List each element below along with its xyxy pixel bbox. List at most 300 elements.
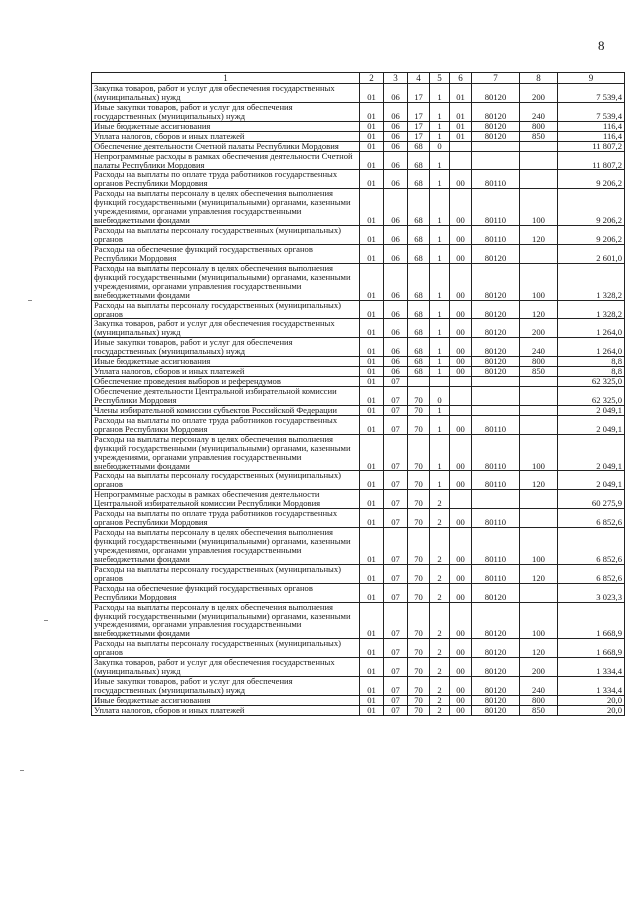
code-section: 01	[360, 263, 384, 300]
table-row	[92, 509, 625, 528]
code-subprogram: 1	[430, 471, 450, 490]
code-direction: 80120	[472, 131, 520, 141]
code-direction: 80110	[472, 434, 520, 471]
code-subsection: 07	[384, 528, 408, 565]
code-subsection: 06	[384, 170, 408, 189]
row-amount: 62 325,0	[558, 387, 625, 406]
row-amount: 7 539,4	[558, 102, 625, 121]
code-program: 70	[408, 695, 430, 705]
code-direction: 80120	[472, 639, 520, 658]
row-amount: 9 206,2	[558, 189, 625, 226]
code-subsection: 07	[384, 677, 408, 696]
code-subprogram: 2	[430, 695, 450, 705]
table-row	[92, 338, 625, 357]
code-subsection: 06	[384, 367, 408, 377]
code-expense-type: 200	[520, 658, 558, 677]
row-description: Расходы на выплаты персоналу в целях обеспечения выполнения функций государственными (муниципальными) органами, казенными учреждениями, органами управления государственными внебюджетными фондами	[92, 528, 360, 565]
code-expense-type: 850	[520, 705, 558, 715]
code-section: 01	[360, 583, 384, 602]
code-program: 17	[408, 121, 430, 131]
code-subsection: 06	[384, 84, 408, 103]
code-direction: 80120	[472, 367, 520, 377]
code-program: 17	[408, 84, 430, 103]
code-program: 70	[408, 405, 430, 415]
code-expense-type: 800	[520, 357, 558, 367]
code-event: 00	[450, 338, 472, 357]
table-row	[92, 405, 625, 415]
code-expense-type	[520, 490, 558, 509]
table-row	[92, 602, 625, 639]
code-event: 00	[450, 695, 472, 705]
code-direction	[472, 490, 520, 509]
code-section: 01	[360, 471, 384, 490]
code-program: 70	[408, 705, 430, 715]
row-description: Расходы на выплаты персоналу в целях обеспечения выполнения функций государственными (муниципальными) органами, казенными учреждениями, органами управления государственными внебюджетными фондами	[92, 189, 360, 226]
code-section: 01	[360, 705, 384, 715]
code-expense-type: 240	[520, 677, 558, 696]
code-section: 01	[360, 677, 384, 696]
row-amount: 1 328,2	[558, 300, 625, 319]
table-row	[92, 300, 625, 319]
code-section: 01	[360, 415, 384, 434]
table-row	[92, 189, 625, 226]
code-subsection: 07	[384, 434, 408, 471]
code-subsection: 06	[384, 121, 408, 131]
code-event: 00	[450, 677, 472, 696]
code-expense-type	[520, 509, 558, 528]
code-direction: 80120	[472, 583, 520, 602]
table-body	[92, 84, 625, 716]
code-subsection: 06	[384, 131, 408, 141]
row-amount: 3 023,3	[558, 583, 625, 602]
code-event: 00	[450, 226, 472, 245]
code-program: 70	[408, 415, 430, 434]
code-direction: 80110	[472, 471, 520, 490]
code-subprogram: 1	[430, 405, 450, 415]
code-subprogram: 1	[430, 131, 450, 141]
code-expense-type: 200	[520, 84, 558, 103]
table-row	[92, 244, 625, 263]
row-amount: 8,8	[558, 357, 625, 367]
row-description: Иные закупки товаров, работ и услуг для обеспечения государственных (муниципальных) нужд	[92, 677, 360, 696]
table-header-row	[92, 73, 625, 84]
code-section: 01	[360, 338, 384, 357]
code-direction: 80110	[472, 170, 520, 189]
row-amount: 62 325,0	[558, 377, 625, 387]
code-program: 68	[408, 141, 430, 151]
code-direction	[472, 141, 520, 151]
code-subsection: 07	[384, 509, 408, 528]
code-expense-type: 120	[520, 226, 558, 245]
code-section: 01	[360, 367, 384, 377]
column-header: 1	[92, 73, 360, 84]
code-subprogram: 0	[430, 387, 450, 406]
table-row	[92, 434, 625, 471]
code-program: 68	[408, 263, 430, 300]
row-description: Непрограммные расходы в рамках обеспечения деятельности Центральной избирательной комиссии Республики Мордовия	[92, 490, 360, 509]
code-event	[450, 377, 472, 387]
code-direction: 80120	[472, 319, 520, 338]
code-subsection: 06	[384, 338, 408, 357]
table-row	[92, 695, 625, 705]
code-expense-type: 100	[520, 189, 558, 226]
table-row	[92, 121, 625, 131]
table-row	[92, 263, 625, 300]
table-row	[92, 677, 625, 696]
row-description: Расходы на выплаты персоналу государственных (муниципальных) органов	[92, 639, 360, 658]
row-description: Уплата налогов, сборов и иных платежей	[92, 705, 360, 715]
row-amount: 20,0	[558, 705, 625, 715]
scan-speck	[20, 770, 24, 771]
code-event: 00	[450, 602, 472, 639]
code-direction: 80110	[472, 189, 520, 226]
code-event: 00	[450, 319, 472, 338]
code-subprogram: 1	[430, 151, 450, 170]
row-amount: 1 264,0	[558, 338, 625, 357]
code-direction: 80120	[472, 84, 520, 103]
code-direction: 80120	[472, 602, 520, 639]
table-row	[92, 705, 625, 715]
code-subprogram: 1	[430, 189, 450, 226]
code-direction: 80110	[472, 509, 520, 528]
code-subsection: 06	[384, 189, 408, 226]
table-row	[92, 141, 625, 151]
code-subprogram: 1	[430, 357, 450, 367]
code-event: 00	[450, 471, 472, 490]
code-section: 01	[360, 695, 384, 705]
code-subprogram: 1	[430, 319, 450, 338]
code-section: 01	[360, 300, 384, 319]
code-program: 70	[408, 509, 430, 528]
code-subsection: 06	[384, 319, 408, 338]
row-description: Закупка товаров, работ и услуг для обеспечения государственных (муниципальных) нужд	[92, 84, 360, 103]
table-row	[92, 377, 625, 387]
code-direction: 80120	[472, 263, 520, 300]
row-amount: 1 334,4	[558, 658, 625, 677]
code-subprogram: 1	[430, 84, 450, 103]
code-expense-type	[520, 377, 558, 387]
row-description: Иные бюджетные ассигнования	[92, 695, 360, 705]
code-subsection: 07	[384, 695, 408, 705]
code-expense-type	[520, 244, 558, 263]
row-amount: 2 601,0	[558, 244, 625, 263]
table-row	[92, 658, 625, 677]
code-program: 68	[408, 357, 430, 367]
table-row	[92, 131, 625, 141]
code-expense-type: 100	[520, 434, 558, 471]
code-event: 00	[450, 509, 472, 528]
code-direction: 80120	[472, 695, 520, 705]
row-amount: 6 852,6	[558, 564, 625, 583]
table-row	[92, 226, 625, 245]
table-row	[92, 151, 625, 170]
table-row	[92, 170, 625, 189]
code-program: 70	[408, 471, 430, 490]
code-subprogram: 1	[430, 415, 450, 434]
row-description: Расходы на выплаты персоналу в целях обеспечения выполнения функций государственными (муниципальными) органами, казенными учреждениями, органами управления государственными внебюджетными фондами	[92, 434, 360, 471]
table-row	[92, 490, 625, 509]
column-header: 3	[384, 73, 408, 84]
code-section: 01	[360, 226, 384, 245]
code-subsection: 07	[384, 639, 408, 658]
code-event: 00	[450, 357, 472, 367]
code-direction: 80120	[472, 658, 520, 677]
code-event: 01	[450, 131, 472, 141]
code-section: 01	[360, 319, 384, 338]
code-section: 01	[360, 189, 384, 226]
row-amount: 2 049,1	[558, 471, 625, 490]
row-amount: 2 049,1	[558, 434, 625, 471]
code-subsection: 06	[384, 226, 408, 245]
code-subprogram: 1	[430, 367, 450, 377]
row-description: Иные бюджетные ассигнования	[92, 357, 360, 367]
table-row	[92, 357, 625, 367]
code-event: 00	[450, 263, 472, 300]
table-row	[92, 84, 625, 103]
code-subprogram: 2	[430, 564, 450, 583]
code-expense-type	[520, 405, 558, 415]
row-amount: 6 852,6	[558, 509, 625, 528]
row-amount: 11 807,2	[558, 141, 625, 151]
code-section: 01	[360, 490, 384, 509]
code-event: 00	[450, 367, 472, 377]
code-event	[450, 151, 472, 170]
code-section: 01	[360, 602, 384, 639]
code-direction: 80120	[472, 300, 520, 319]
code-program: 17	[408, 102, 430, 121]
code-direction	[472, 387, 520, 406]
code-program: 68	[408, 244, 430, 263]
code-program: 70	[408, 658, 430, 677]
code-section: 01	[360, 639, 384, 658]
row-amount: 6 852,6	[558, 528, 625, 565]
code-section: 01	[360, 141, 384, 151]
code-program	[408, 377, 430, 387]
code-section: 01	[360, 357, 384, 367]
row-amount: 1 668,9	[558, 602, 625, 639]
code-section: 01	[360, 528, 384, 565]
row-description: Расходы на выплаты персоналу в целях обеспечения выполнения функций государственными (муниципальными) органами, казенными учреждениями, органами управления государственными внебюджетными фондами	[92, 263, 360, 300]
table-row	[92, 319, 625, 338]
row-description: Расходы на выплаты персоналу государственных (муниципальных) органов	[92, 300, 360, 319]
code-event: 00	[450, 415, 472, 434]
code-program: 70	[408, 583, 430, 602]
code-program: 68	[408, 170, 430, 189]
code-direction: 80110	[472, 415, 520, 434]
code-event: 00	[450, 300, 472, 319]
row-amount: 1 334,4	[558, 677, 625, 696]
code-program: 70	[408, 490, 430, 509]
row-amount: 1 668,9	[558, 639, 625, 658]
code-expense-type: 120	[520, 300, 558, 319]
budget-table	[91, 72, 625, 716]
code-expense-type	[520, 141, 558, 151]
code-subprogram: 1	[430, 434, 450, 471]
code-direction: 80120	[472, 121, 520, 131]
row-amount: 116,4	[558, 121, 625, 131]
row-description: Члены избирательной комиссии субъектов Российской Федерации	[92, 405, 360, 415]
row-description: Расходы на выплаты по оплате труда работников государственных органов Республики Мордовия	[92, 509, 360, 528]
code-subprogram: 2	[430, 509, 450, 528]
row-description: Расходы на обеспечение функций государственных органов Республики Мордовия	[92, 244, 360, 263]
code-subsection: 07	[384, 377, 408, 387]
code-expense-type: 100	[520, 263, 558, 300]
code-event: 00	[450, 583, 472, 602]
code-subprogram: 2	[430, 639, 450, 658]
code-direction: 80110	[472, 528, 520, 565]
table-row	[92, 415, 625, 434]
code-expense-type	[520, 151, 558, 170]
row-description: Непрограммные расходы в рамках обеспечения деятельности Счетной палаты Республики Мордовия	[92, 151, 360, 170]
code-event: 00	[450, 189, 472, 226]
table-row	[92, 471, 625, 490]
code-direction: 80120	[472, 102, 520, 121]
code-subprogram: 2	[430, 583, 450, 602]
code-expense-type	[520, 583, 558, 602]
code-subprogram: 1	[430, 244, 450, 263]
page-number: 8	[598, 38, 605, 53]
code-program: 68	[408, 189, 430, 226]
code-direction: 80120	[472, 357, 520, 367]
code-subsection: 07	[384, 658, 408, 677]
row-description: Иные закупки товаров, работ и услуг для обеспечения государственных (муниципальных) нужд	[92, 338, 360, 357]
column-header: 8	[520, 73, 558, 84]
row-description: Уплата налогов, сборов и иных платежей	[92, 367, 360, 377]
code-program: 70	[408, 677, 430, 696]
code-subprogram: 2	[430, 602, 450, 639]
scan-speck	[44, 620, 48, 621]
code-subsection: 07	[384, 602, 408, 639]
code-expense-type: 120	[520, 639, 558, 658]
code-event: 00	[450, 170, 472, 189]
row-amount: 1 264,0	[558, 319, 625, 338]
code-program: 68	[408, 338, 430, 357]
code-direction: 80120	[472, 338, 520, 357]
code-expense-type: 800	[520, 121, 558, 131]
code-subprogram: 1	[430, 226, 450, 245]
table-row	[92, 583, 625, 602]
code-event	[450, 387, 472, 406]
code-subprogram: 1	[430, 121, 450, 131]
code-subprogram: 0	[430, 141, 450, 151]
row-description: Расходы на обеспечение функций государственных органов Республики Мордовия	[92, 583, 360, 602]
code-program: 70	[408, 387, 430, 406]
code-program: 70	[408, 528, 430, 565]
row-description: Расходы на выплаты персоналу государственных (муниципальных) органов	[92, 564, 360, 583]
code-subsection: 06	[384, 141, 408, 151]
code-program: 17	[408, 131, 430, 141]
code-section: 01	[360, 387, 384, 406]
code-program: 68	[408, 319, 430, 338]
code-program: 70	[408, 602, 430, 639]
code-section: 01	[360, 377, 384, 387]
code-expense-type: 200	[520, 319, 558, 338]
code-subsection: 06	[384, 300, 408, 319]
code-direction	[472, 151, 520, 170]
code-program: 68	[408, 367, 430, 377]
row-description: Уплата налогов, сборов и иных платежей	[92, 131, 360, 141]
column-header: 9	[558, 73, 625, 84]
code-subprogram: 1	[430, 338, 450, 357]
code-subsection: 07	[384, 705, 408, 715]
code-subprogram: 1	[430, 102, 450, 121]
code-section: 01	[360, 102, 384, 121]
row-description: Расходы на выплаты персоналу государственных (муниципальных) органов	[92, 471, 360, 490]
code-subsection: 06	[384, 244, 408, 263]
code-expense-type: 100	[520, 602, 558, 639]
code-subprogram: 2	[430, 528, 450, 565]
row-amount: 11 807,2	[558, 151, 625, 170]
code-expense-type: 850	[520, 367, 558, 377]
code-subprogram: 2	[430, 490, 450, 509]
row-amount: 116,4	[558, 131, 625, 141]
row-description: Закупка товаров, работ и услуг для обеспечения государственных (муниципальных) нужд	[92, 658, 360, 677]
column-header: 7	[472, 73, 520, 84]
code-direction	[472, 405, 520, 415]
code-direction: 80110	[472, 564, 520, 583]
code-direction: 80120	[472, 705, 520, 715]
code-expense-type: 240	[520, 102, 558, 121]
row-amount: 1 328,2	[558, 263, 625, 300]
row-amount: 20,0	[558, 695, 625, 705]
row-description: Закупка товаров, работ и услуг для обеспечения государственных (муниципальных) нужд	[92, 319, 360, 338]
code-subsection: 06	[384, 263, 408, 300]
code-subsection: 06	[384, 357, 408, 367]
code-subprogram	[430, 377, 450, 387]
code-section: 01	[360, 564, 384, 583]
code-program: 68	[408, 151, 430, 170]
code-program: 70	[408, 434, 430, 471]
code-expense-type: 120	[520, 564, 558, 583]
row-amount: 2 049,1	[558, 405, 625, 415]
code-section: 01	[360, 151, 384, 170]
code-direction: 80120	[472, 677, 520, 696]
code-subprogram: 2	[430, 658, 450, 677]
code-section: 01	[360, 244, 384, 263]
code-section: 01	[360, 131, 384, 141]
code-direction: 80110	[472, 226, 520, 245]
code-expense-type	[520, 415, 558, 434]
column-header: 2	[360, 73, 384, 84]
code-expense-type: 850	[520, 131, 558, 141]
code-event: 00	[450, 639, 472, 658]
code-direction: 80120	[472, 244, 520, 263]
code-subsection: 07	[384, 405, 408, 415]
code-event: 00	[450, 244, 472, 263]
code-subsection: 06	[384, 151, 408, 170]
table-row	[92, 102, 625, 121]
code-program: 70	[408, 564, 430, 583]
code-section: 01	[360, 434, 384, 471]
code-event	[450, 490, 472, 509]
code-subprogram: 1	[430, 170, 450, 189]
code-subsection: 07	[384, 564, 408, 583]
code-section: 01	[360, 84, 384, 103]
code-event: 00	[450, 564, 472, 583]
column-header: 6	[450, 73, 472, 84]
code-subprogram: 1	[430, 300, 450, 319]
code-expense-type	[520, 387, 558, 406]
code-event: 00	[450, 658, 472, 677]
code-event: 01	[450, 102, 472, 121]
code-direction	[472, 377, 520, 387]
row-description: Расходы на выплаты персоналу государственных (муниципальных) органов	[92, 226, 360, 245]
code-event: 00	[450, 434, 472, 471]
code-subsection: 06	[384, 102, 408, 121]
code-expense-type: 120	[520, 471, 558, 490]
row-description: Обеспечение деятельности Счетной палаты Республики Мордовия	[92, 141, 360, 151]
row-description: Обеспечение проведения выборов и референдумов	[92, 377, 360, 387]
